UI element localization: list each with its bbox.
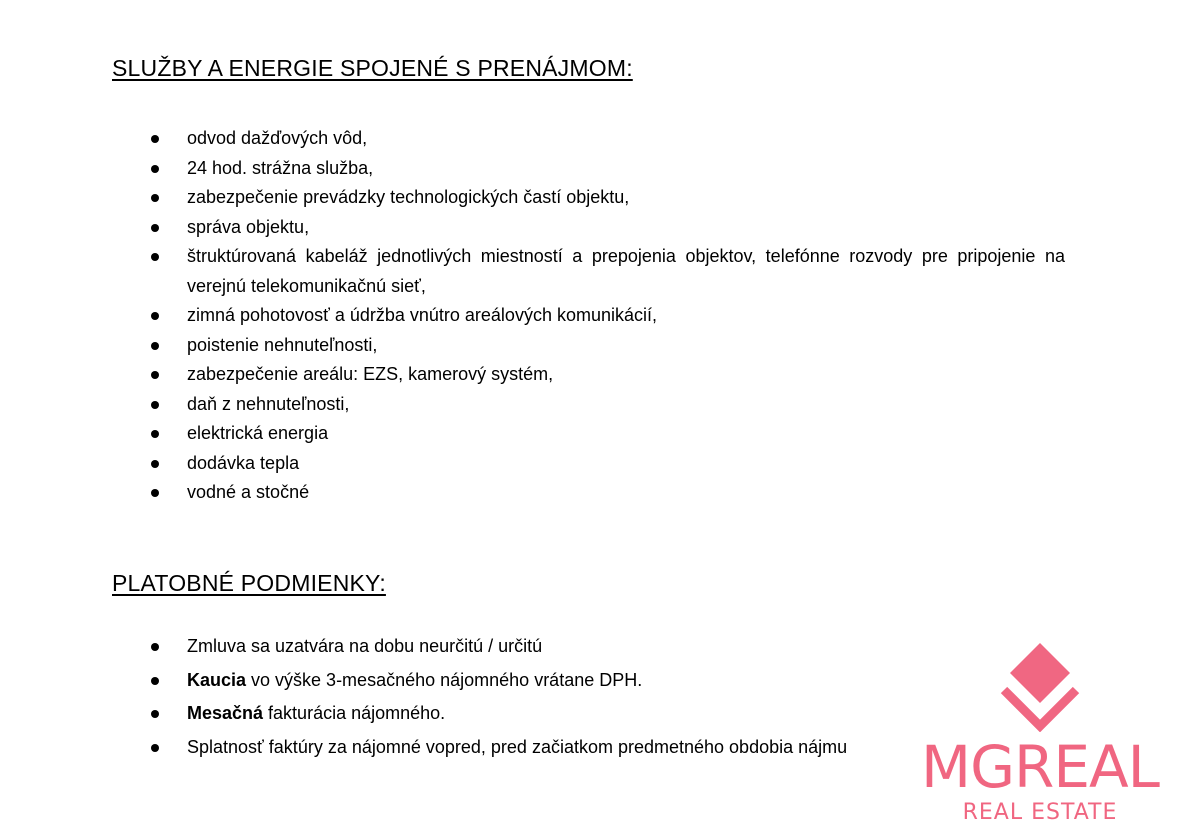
item-bold-text: Kaucia (187, 669, 247, 690)
section-title-payment-terms: PLATOBNÉ PODMIENKY: (112, 570, 386, 596)
item-text: Splatnosť faktúry za nájomné vopred, pred začiatkom predmetného obdobia nájmu (187, 736, 848, 757)
item-text: fakturácia nájomného. (263, 703, 446, 723)
list-item: správa objektu, (0, 213, 1065, 243)
logo-name: MGREAL (921, 733, 1159, 801)
services-list (0, 124, 1179, 508)
section-title-services: SLUŽBY A ENERGIE SPOJENÉ S PRENÁJMOM: (112, 55, 633, 81)
list-item: štruktúrovaná kabeláž jednotlivých miestností a prepojenia objektov, telefónne rozvody pre pripojenie na verejnú telekomunikačnú sieť, (0, 242, 1065, 301)
item-text: Zmluva sa uzatvára na dobu neurčitú / určitú (187, 636, 543, 656)
list-item: daň z nehnuteľnosti, (0, 390, 1065, 420)
list-item: odvod dažďových vôd, (0, 124, 1065, 154)
list-item: poistenie nehnuteľnosti, (0, 331, 1065, 361)
item-text: vo výške 3-mesačného nájomného vrátane DPH. (246, 669, 643, 690)
list-item: zabezpečenie prevádzky technologických častí objektu, (0, 183, 1065, 213)
logo-subtitle: REAL ESTATE (962, 800, 1118, 825)
list-item: dodávka tepla (0, 449, 1065, 479)
list-item: vodné a stočné (0, 478, 1065, 508)
list-item: zimná pohotovosť a údržba vnútro areálových komunikácií, (0, 301, 1065, 331)
item-bold-text: Mesačná (187, 703, 264, 723)
list-item: 24 hod. strážna služba, (0, 154, 1065, 184)
list-item: zabezpečenie areálu: EZS, kamerový systém, (0, 360, 1065, 390)
mgreal-logo (905, 640, 1175, 830)
diamond-chevron-icon (996, 640, 1084, 732)
list-item: elektrická energia (0, 419, 1065, 449)
